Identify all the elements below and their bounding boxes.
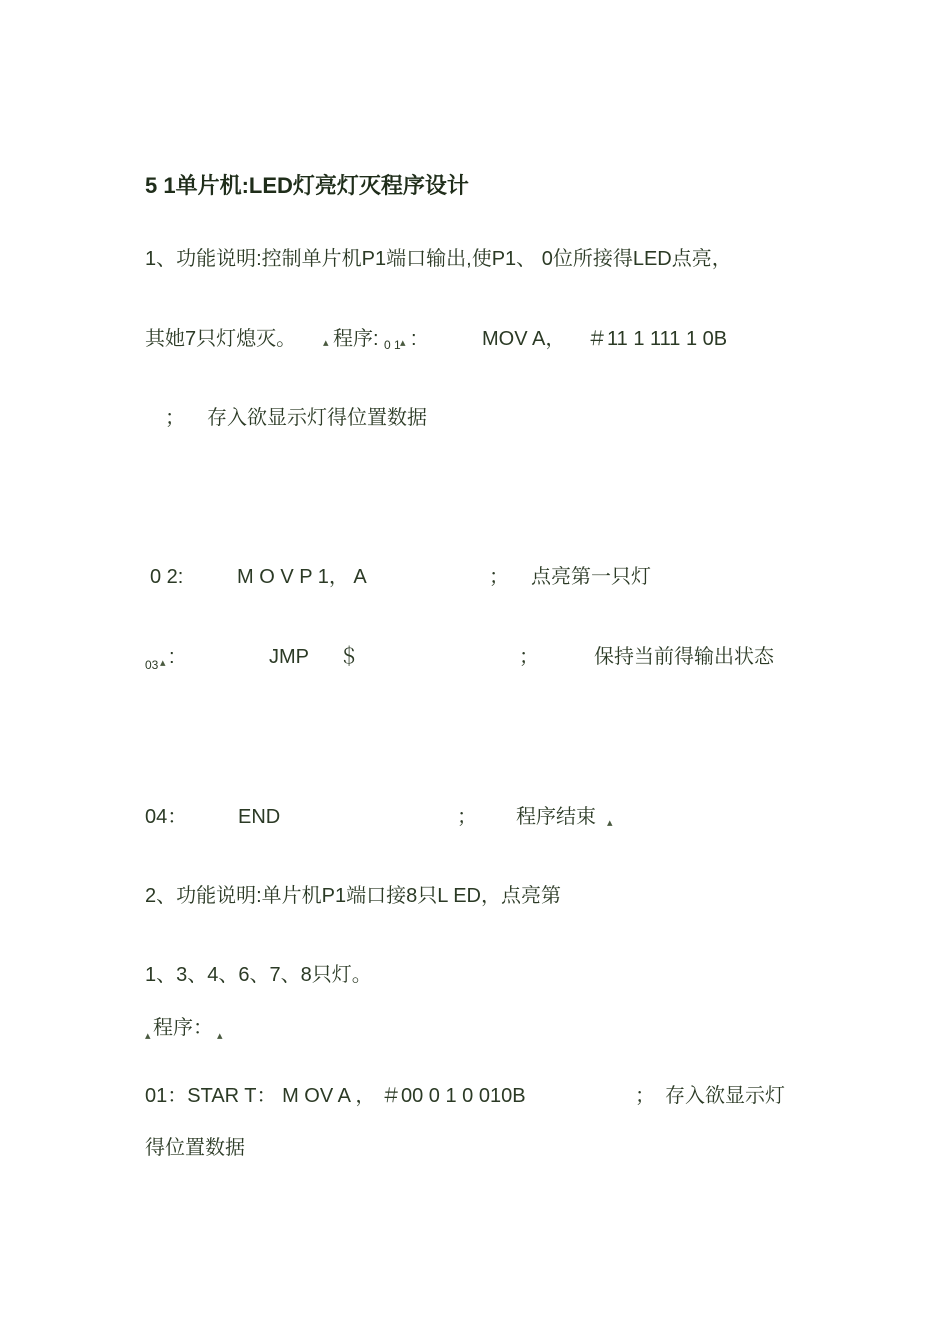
section1-description-line1: 1、功能说明:控制单片机P1端口输出,使P1、 0位所接得LED点亮， bbox=[145, 248, 732, 270]
section2-description-line2: 1、3、4、6、7、8只灯。 bbox=[145, 964, 372, 986]
comment-semicolon: ； bbox=[489, 566, 509, 588]
line-label: 04： bbox=[145, 806, 188, 828]
format-mark: ▴ bbox=[145, 1030, 151, 1042]
instruction-end: END bbox=[238, 806, 281, 828]
label-colon: : bbox=[169, 646, 175, 668]
section2-code-line-01 bbox=[145, 1082, 845, 1110]
comment-semicolon: ； bbox=[165, 407, 185, 429]
line-number-01: 0 1 bbox=[384, 338, 401, 352]
instruction-operand: ＄ bbox=[339, 646, 359, 668]
comment-text: 保持当前得输出状态 bbox=[594, 646, 774, 668]
instruction-jmp: JMP bbox=[269, 646, 309, 668]
format-mark: ▴ bbox=[217, 1030, 223, 1042]
label-colon: : bbox=[411, 328, 417, 350]
section1-description-text: 其她7只灯熄灭。 bbox=[145, 328, 297, 350]
instruction-mov: MOV A， bbox=[482, 328, 566, 350]
comment-text: 存入欲显示灯 bbox=[665, 1085, 785, 1107]
comment-semicolon: ； bbox=[635, 1085, 655, 1107]
program-label: 程序： bbox=[153, 1017, 213, 1039]
section2-program-label bbox=[145, 1014, 345, 1042]
format-mark: ▴ bbox=[323, 337, 329, 349]
comment-semicolon: ； bbox=[457, 806, 477, 828]
comment-semicolon: ； bbox=[519, 646, 539, 668]
line-label: 03 bbox=[145, 658, 159, 672]
format-mark: ▴ bbox=[160, 657, 166, 669]
program-label: 程序: bbox=[333, 328, 379, 350]
code-line-04 bbox=[145, 803, 845, 831]
section1-description-line2 bbox=[145, 325, 845, 353]
comment-text: 程序结束 bbox=[516, 806, 596, 828]
instruction-text: M O V P 1， A bbox=[237, 566, 367, 588]
code-line-02 bbox=[145, 563, 845, 591]
instruction-text: 01：STAR T： M OV A ， ＃00 0 1 0 010B bbox=[145, 1085, 526, 1107]
comment-text: 点亮第一只灯 bbox=[531, 566, 651, 588]
format-mark: ▴ bbox=[400, 337, 406, 349]
section2-description-line1: 2、功能说明:单片机P1端口接8只L ED，点亮第 bbox=[145, 885, 561, 907]
document-title: 5 1单片机:LED灯亮灯灭程序设计 bbox=[145, 173, 469, 198]
comment-text: 存入欲显示灯得位置数据 bbox=[207, 407, 427, 429]
instruction-operand: ＃11 1 111 1 0B bbox=[587, 328, 728, 350]
code-comment-line1 bbox=[145, 404, 845, 432]
section2-code-comment-continued: 得位置数据 bbox=[145, 1137, 245, 1159]
line-label: 0 2: bbox=[150, 566, 184, 588]
format-mark: ▴ bbox=[607, 817, 613, 829]
code-line-03 bbox=[145, 643, 845, 671]
